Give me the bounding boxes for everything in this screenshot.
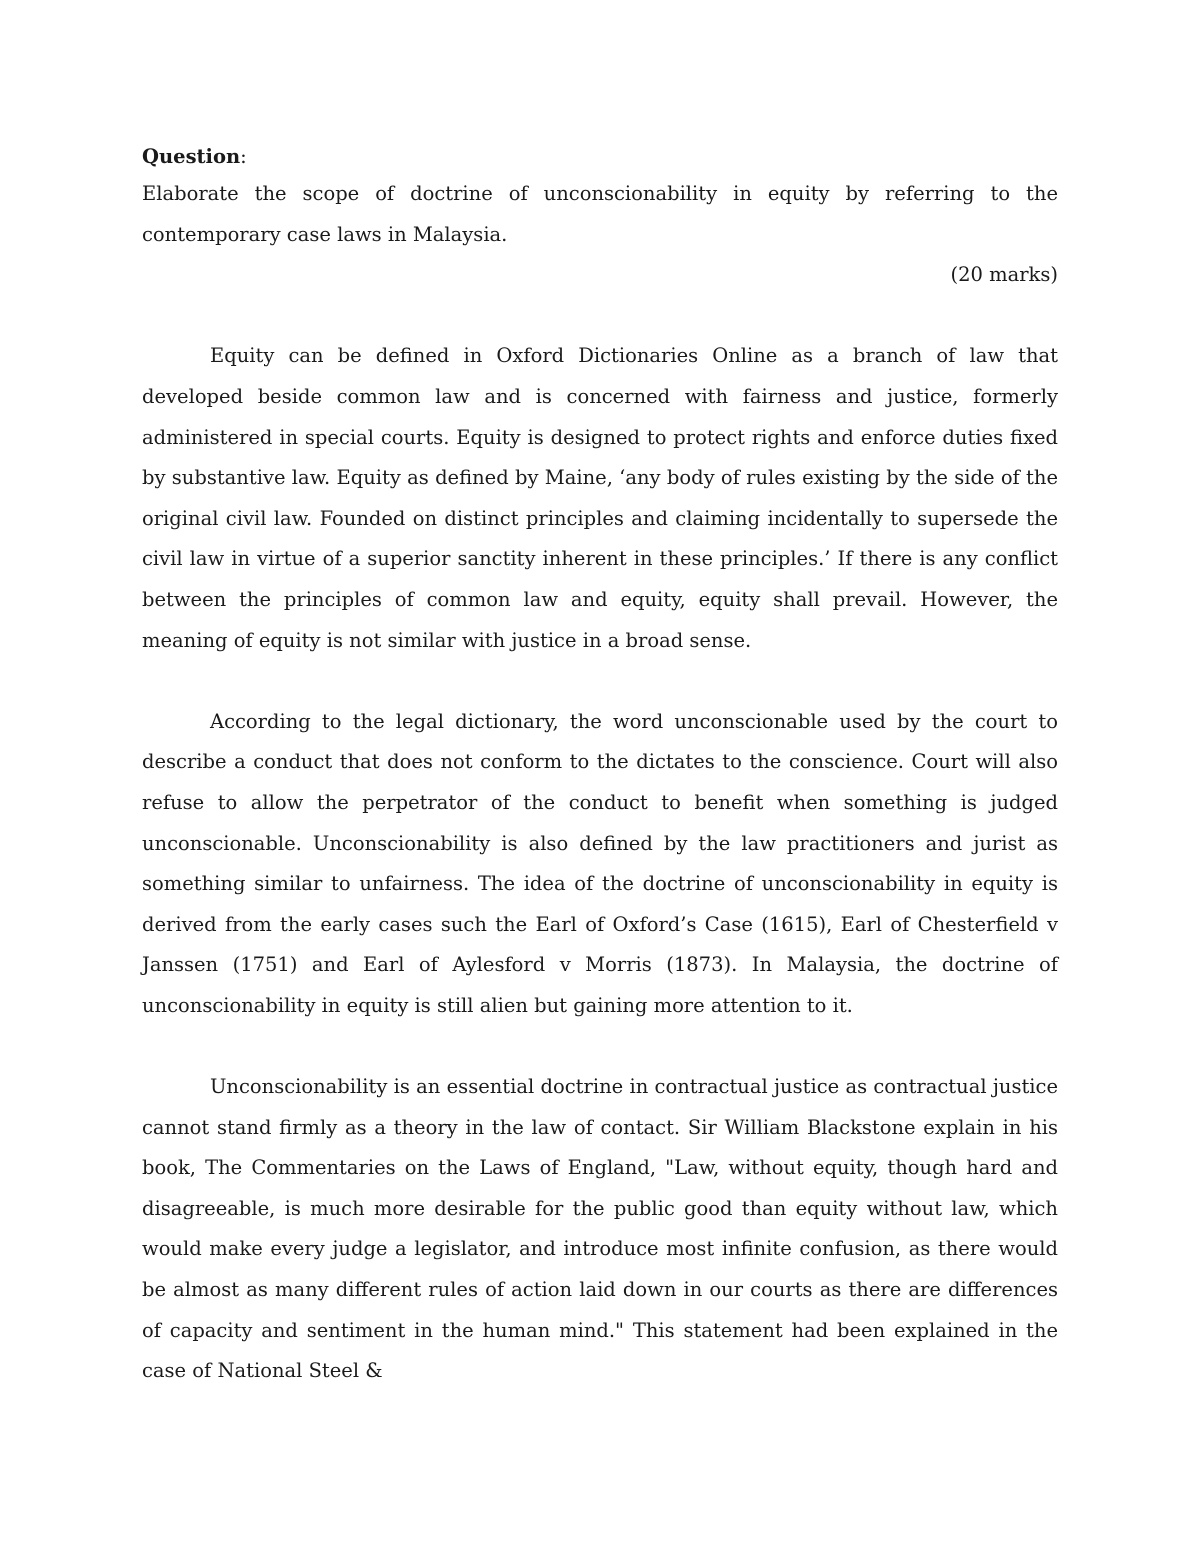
question-marks: (20 marks) — [950, 263, 1058, 287]
paragraph-spacer — [142, 1026, 1058, 1067]
question-heading — [142, 140, 1058, 174]
question-text: Elaborate the scope of doctrine of unconscionability in equity by referring to the contemporary case laws in Malaysia. — [142, 182, 1058, 246]
paragraph-unconscionable-definition: According to the legal dictionary, the word unconscionable used by the court to describe a conduct that does not conform to the dictates to the conscience. Court will also refuse to allow the perpetrator of the conduct to benefit when something is judged unconscionable. Unconscionability is also defined by the law practitioners and jurist as something similar to unfairness. The idea of the doctrine of unconscionability in equity is derived from the early cases such the Earl of Oxford’s Case (1615), Earl of Chesterfield v Janssen (1751) and Earl of Aylesford v Morris (1873). In Malaysia, the doctrine of unconscionability in equity is still alien but gaining more attention to it. — [142, 709, 1058, 1017]
paragraph-equity-definition: Equity can be defined in Oxford Dictionaries Online as a branch of law that developed beside common law and is concerned with fairness and justice, formerly administered in special courts. Equity is designed to protect rights and enforce duties fixed by substantive law. Equity as defined by Maine, ‘any body of rules existing by the side of the original civil law. Founded on distinct principles and claiming incidentally to supersede the civil law in virtue of a superior sanctity inherent in these principles.’ If there is any conflict between the principles of common law and equity, equity shall prevail. However, the meaning of equity is not similar with justice in a broad sense. — [142, 344, 1058, 652]
section-spacer — [142, 296, 1058, 337]
document-body — [142, 140, 1058, 1392]
question-label: Question — [142, 145, 241, 168]
paragraph-spacer — [142, 661, 1058, 702]
question-colon: : — [240, 145, 247, 168]
paragraph-contractual-justice: Unconscionability is an essential doctrine in contractual justice as contractual justice cannot stand firmly as a theory in the law of contact. Sir William Blackstone explain in his book, The Commentaries on the Laws of England, "Law, without equity, though hard and disagreeable, is much more desirable for the public good than equity without law, which would make every judge a legislator, and introduce most infinite confusion, as there would be almost as many different rules of action laid down in our courts as there are differences of capacity and sentiment in the human mind." This statement had been explained in the case of National Steel & — [142, 1075, 1058, 1383]
